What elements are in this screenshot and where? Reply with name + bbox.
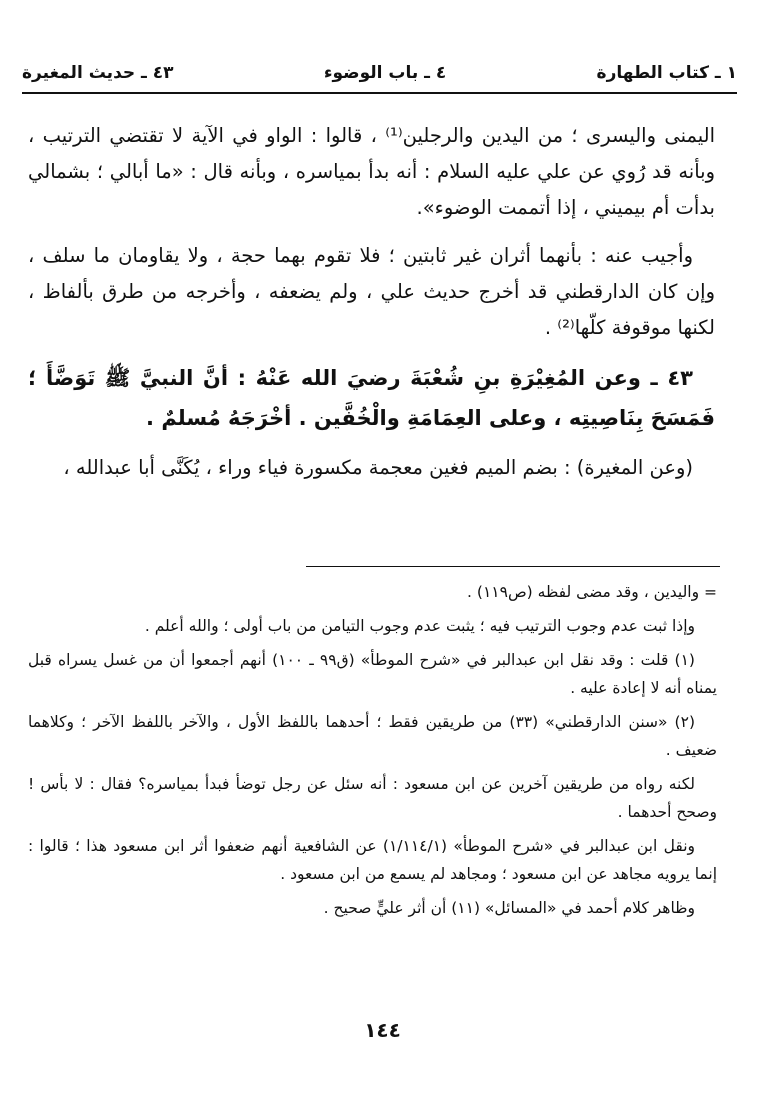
- paragraph-3: (وعن المغيرة) : بضم الميم فغين معجمة مكسورة فياء وراء ، يُكَنَّى أبا عبدالله ،: [63, 456, 693, 479]
- header-hadith: ٤٣ ـ حديث المغيرة: [22, 63, 174, 83]
- header-chapter: ١ ـ كتاب الطهارة: [596, 63, 737, 83]
- main-text: [28, 118, 715, 498]
- footnote-2-cont-2: ونقل ابن عبدالبر في «شرح الموطأ» (١/١١٤/١) عن الشافعية أنهم ضعفوا أثر ابن مسعود هذا ؛ قالوا : إنما يرويه مجاهد عن ابن مسعود ؛ ومجاهد لم يسمع من ابن مسعود .: [28, 837, 717, 883]
- footnote-continuation-2: وإذا ثبت عدم وجوب الترتيب فيه ؛ يثبت عدم وجوب التيامن من باب أولى ؛ والله أعلم .: [144, 617, 695, 635]
- footnotes: [28, 578, 717, 928]
- paragraph-2: وأجيب عنه : بأنهما أثران غير ثابتين ؛ فلا تقوم بهما حجة ، ولا يقاومان ما سلف ، وإن كان الدارقطني قد أخرج حديث علي ، ولم يضعفه ، وأخرجه من طرق بألفاظ ، لكنها موقوفة كلّها⁽²⁾ .: [28, 244, 715, 339]
- header-section: ٤ ـ باب الوضوء: [323, 63, 447, 83]
- footnote-1: (١) قلت : وقد نقل ابن عبدالبر في «شرح الموطأ» (ق٩٩ ـ ١٠٠) أنهم أجمعوا أن من غسل يسراه قبل يمناه أنه لا إعادة عليه .: [28, 651, 717, 697]
- page-number: ١٤٤: [364, 1018, 401, 1042]
- footnote-continuation: = واليدين ، وقد مضى لفظه (ص١١٩) .: [467, 583, 717, 601]
- footnote-2: (٢) «سنن الدارقطني» (٣٣) من طريقين فقط ؛ أحدهما باللفظ الأول ، والآخر باللفظ الآخر ؛ وكلاهما ضعيف .: [28, 713, 717, 759]
- hadith-text: ٤٣ ـ وعن المُغِيْرَةِ بنِ شُعْبَةَ رضيَ الله عَنْهُ : أنَّ النبيَّ ﷺ تَوَضَّأَ ؛ فَمَسَحَ بِنَاصِيتِه ، وعلى العِمَامَةِ والْخُفَّين . أخْرَجَهُ مُسلمٌ .: [28, 366, 715, 430]
- paragraph-1: اليمنى واليسرى ؛ من اليدين والرجلين⁽¹⁾ ، قالوا : الواو في الآية لا تقتضي الترتيب ، وبأنه قد رُوي عن علي عليه السلام : أنه بدأ بمياسره ، وبأنه قال : «ما أبالي ؛ بشمالي بدأت أم بيميني ، إذا أتممت الوضوء».: [28, 124, 715, 219]
- header-divider: [22, 92, 737, 94]
- footnote-2-cont-3: وظاهر كلام أحمد في «المسائل» (١١) أن أثر عليٍّ صحيح .: [323, 899, 695, 917]
- footnote-2-cont-1: لكنه رواه من طريقين آخرين عن ابن مسعود : أنه سئل عن رجل توضأ فبدأ بمياسره؟ فقال : لا بأس ! وصحح أحدهما .: [28, 775, 717, 821]
- footnote-divider: [306, 566, 720, 567]
- running-header: [22, 56, 737, 90]
